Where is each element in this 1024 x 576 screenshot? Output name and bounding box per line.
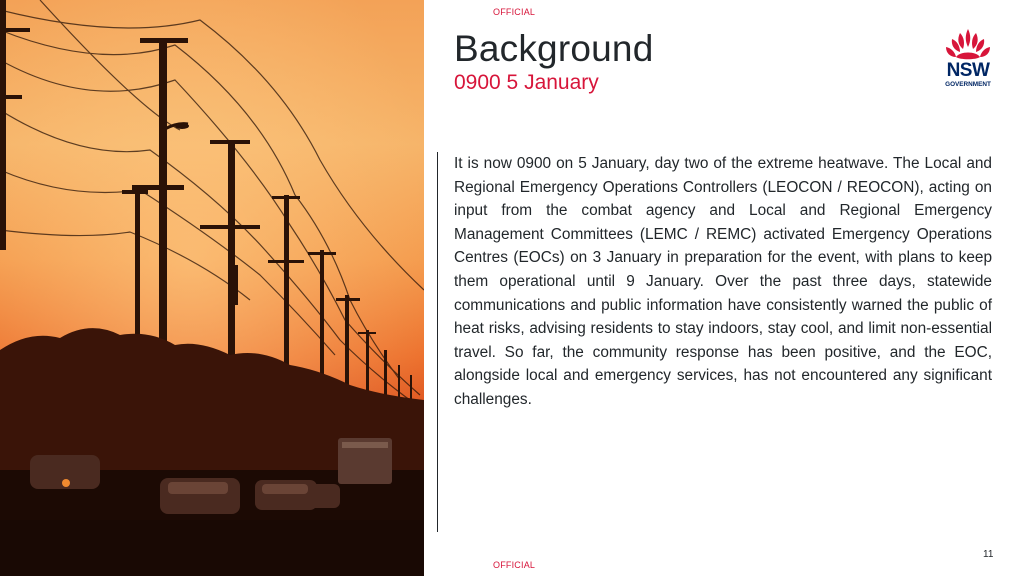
background-paragraph: It is now 0900 on 5 January, day two of the extreme heatwave. The Local and Regional Emergency Operations Controllers (LEOCON / REOCON), acting on input from the combat agency and Local and Regional Emergency Management Committees (LEMC / REMC) activated Emergency Operations Centres (EOCs) on 3 January in preparation for the event, with plans to keep them operational until 9 January. Over the past three days, statewide communications and public information have consistently warned the public of heat risks, advising residents to stay indoors, stay cool, and limit non-essential travel. So far, the community response has been positive, and the EOC, alongside local and emergency services, has not encountered any significant challenges. bbox=[454, 155, 992, 408]
classification-label-top: OFFICIAL bbox=[493, 7, 536, 17]
nsw-government-logo bbox=[938, 27, 998, 91]
sunset-power-lines-photo bbox=[0, 0, 424, 576]
logo-line2: GOVERNMENT bbox=[945, 81, 991, 88]
classification-label-bottom: OFFICIAL bbox=[493, 560, 536, 570]
page-subtitle: 0900 5 January bbox=[454, 71, 599, 94]
vertical-divider bbox=[437, 152, 438, 532]
page-number: 11 bbox=[983, 549, 994, 560]
logo-line1: NSW bbox=[946, 60, 990, 81]
page-title: Background bbox=[454, 28, 654, 69]
